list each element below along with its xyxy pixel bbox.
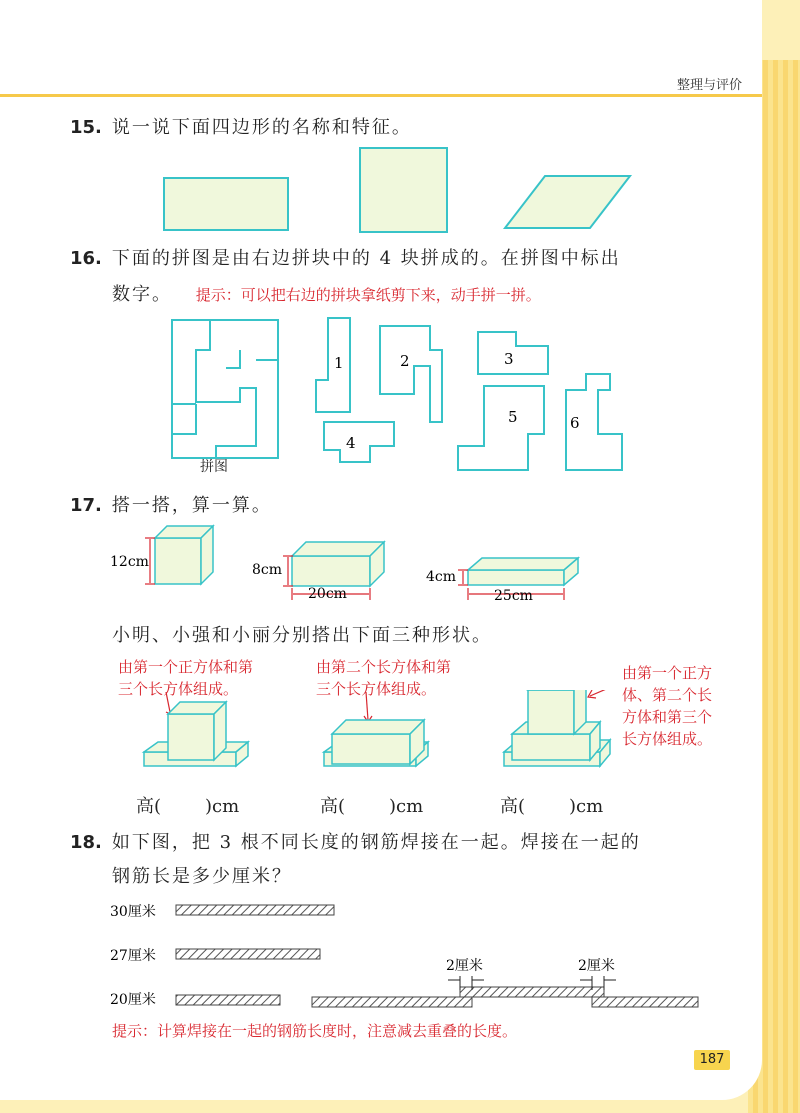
answer-suffix: )cm — [389, 796, 424, 817]
answer-1 — [136, 792, 239, 818]
welded-piece-20 — [592, 997, 698, 1007]
overlap-label-2: 2厘米 — [578, 958, 615, 974]
note-1-line2: 三个长方体组成。 — [118, 680, 239, 698]
piece-label-2: 2 — [400, 352, 410, 370]
shape-1 — [144, 702, 248, 766]
answer-suffix: )cm — [205, 796, 240, 817]
answer-2 — [320, 792, 423, 818]
piece-label-3: 3 — [504, 350, 514, 368]
cube-block — [155, 526, 213, 584]
square-shape — [360, 148, 447, 232]
section-title: 整理与评价 — [676, 78, 742, 93]
dimension-label-12cm: 12cm — [110, 554, 149, 570]
overlap-label-1: 2厘米 — [446, 958, 483, 974]
piece-label-5: 5 — [508, 408, 518, 426]
answer-3 — [500, 792, 603, 818]
answer-prefix: 高( — [500, 796, 526, 817]
rectangle-shape — [164, 178, 288, 230]
piece-label-1: 1 — [334, 354, 344, 372]
question-text: 搭一搭，算一算。 — [111, 495, 272, 516]
piece-2 — [380, 326, 442, 422]
rebar-diagram — [0, 892, 762, 1014]
note-2-line1: 由第二个长方体和第 — [316, 658, 452, 676]
question-16 — [70, 244, 621, 270]
puzzle-label: 拼图 — [200, 459, 228, 475]
note-3-line4: 长方体组成。 — [622, 730, 713, 748]
question-text-line1: 如下图，把 3 根不同长度的钢筋焊接在一起。焊接在一起的 — [111, 832, 641, 853]
question-15 — [70, 113, 412, 139]
stacked-shapes — [0, 690, 762, 790]
note-1-line1: 由第一个正方体和第 — [118, 658, 254, 676]
question-text-line2: 数字。 — [112, 284, 172, 305]
piece-label-6: 6 — [570, 414, 580, 432]
bar-label-30: 30厘米 — [110, 904, 156, 920]
bar-label-20: 20厘米 — [110, 992, 156, 1008]
question-18-line2 — [112, 862, 292, 888]
welded-rebar — [312, 987, 698, 1007]
piece-label-4: 4 — [346, 434, 356, 452]
question-18 — [70, 828, 641, 854]
question-text-line2: 钢筋长是多少厘米？ — [112, 866, 292, 887]
hint-q18: 提示：计算焊接在一起的钢筋长度时，注意减去重叠的长度。 — [112, 1022, 518, 1040]
welded-piece-30 — [312, 997, 472, 1007]
piece-5 — [458, 386, 544, 470]
shape-2 — [324, 720, 428, 766]
cuboid-block-20 — [292, 542, 384, 586]
quadrilateral-figures — [0, 140, 762, 236]
note-3-line3: 方体和第三个 — [622, 708, 713, 726]
parallelogram-shape — [505, 176, 630, 228]
cuboid-block-25 — [468, 558, 578, 585]
dimension-label-20cm: 20cm — [308, 586, 347, 602]
dimension-label-8cm: 8cm — [252, 562, 283, 578]
page-number: 187 — [694, 1050, 730, 1070]
header-rule — [0, 94, 762, 97]
answer-prefix: 高( — [320, 796, 346, 817]
building-blocks — [0, 518, 762, 608]
rebar-27 — [176, 949, 320, 959]
dimension-label-25cm: 25cm — [494, 588, 533, 604]
puzzle-figures — [0, 310, 762, 485]
question-text-line1: 下面的拼图是由右边拼块中的 4 块拼成的。在拼图中标出 — [111, 248, 621, 269]
question-16-line2 — [112, 280, 541, 306]
question-17-subtext — [112, 621, 492, 647]
rebar-20 — [176, 995, 280, 1005]
note-3-line1: 由第一个正方 — [622, 664, 713, 682]
puzzle-board — [172, 320, 278, 458]
note-3-line2: 体、第二个长 — [622, 686, 713, 704]
answer-prefix: 高( — [136, 796, 162, 817]
question-number: 18. — [70, 832, 102, 853]
answer-suffix: )cm — [569, 796, 604, 817]
question-number: 17. — [70, 495, 102, 516]
subtext: 小明、小强和小丽分别搭出下面三种形状。 — [112, 625, 492, 646]
welded-piece-27 — [460, 987, 604, 997]
page-header — [0, 74, 762, 100]
question-number: 15. — [70, 117, 102, 138]
bar-label-27: 27厘米 — [110, 948, 156, 964]
question-number: 16. — [70, 248, 102, 269]
rebar-30 — [176, 905, 334, 915]
question-17 — [70, 491, 272, 517]
question-text: 说一说下面四边形的名称和特征。 — [111, 117, 412, 138]
hint-text: 提示：可以把右边的拼块拿纸剪下来，动手拼一拼。 — [195, 286, 541, 304]
shape-3 — [504, 690, 610, 766]
note-2-line2: 三个长方体组成。 — [316, 680, 437, 698]
piece-1 — [316, 318, 350, 412]
piece-4 — [324, 422, 394, 462]
dimension-label-4cm: 4cm — [426, 569, 457, 585]
